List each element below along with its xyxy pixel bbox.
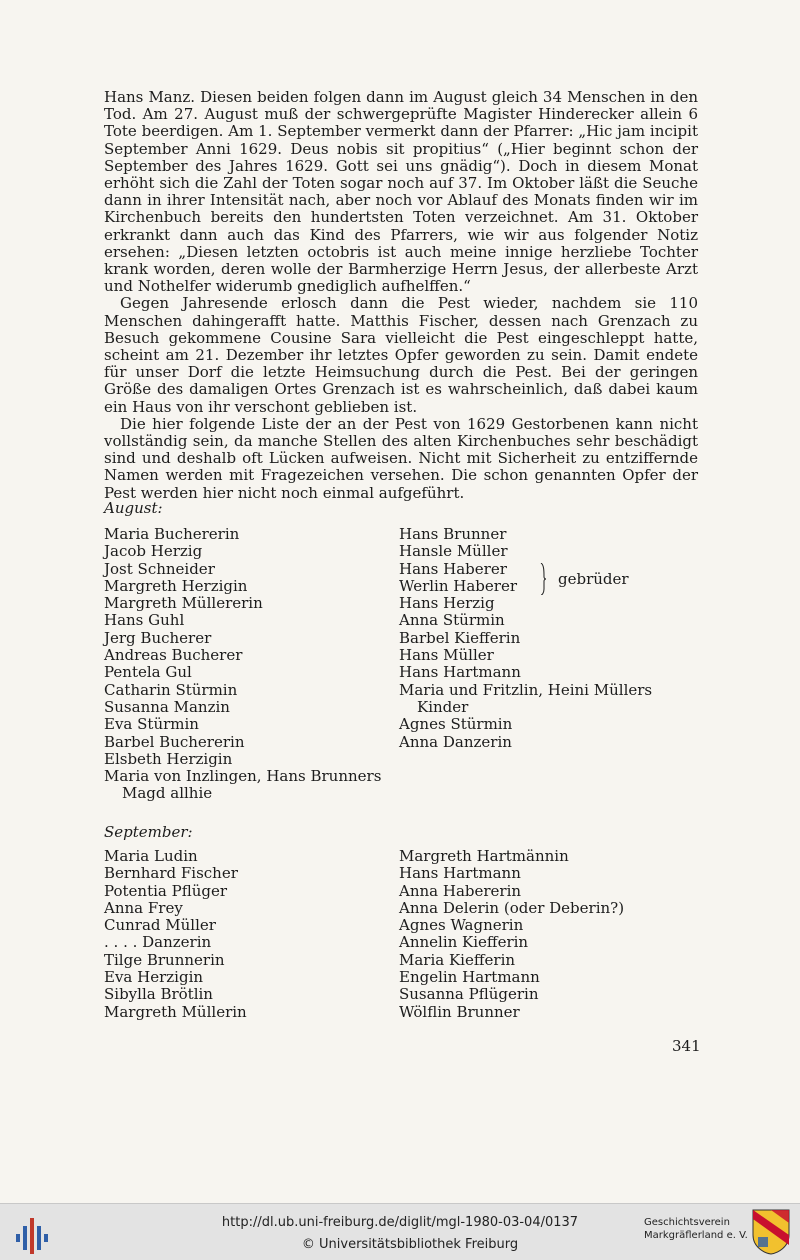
list-item: Jerg Bucherer [104,628,212,647]
list-item: Barbel Buchererin [104,732,245,751]
list-item: Jacob Herzig [104,542,203,561]
list-item: Hans Brunner [399,525,507,543]
society-name [644,1216,748,1242]
list-item: Maria Buchererin [104,525,240,543]
list-item: Maria Kiefferin [399,950,516,969]
copyright-text: © Universitätsbibliothek Freiburg [301,1237,519,1252]
list-item: . . . . Danzerin [104,933,212,952]
list-item: Anna Danzerin [399,732,512,751]
list-item: Potentia Pflüger [104,881,228,900]
list-item: Pentela Gul [104,663,192,682]
list-item: Catharin Stürmin [104,680,238,699]
list-item: Hans Guhl [104,611,185,630]
list-item: Jost Schneider [104,559,215,578]
list-item: Tilge Brunnerin [104,950,225,969]
list-item: Hans Haberer [399,559,507,578]
ub-freiburg-logo-icon [14,1216,50,1256]
list-item: Barbel Kiefferin [399,628,521,647]
september-list-left [104,848,247,1021]
list-item: Cunrad Müller [104,916,216,935]
list-item: Anna Stürmin [399,611,505,630]
list-item-continuation: Magd allhie [122,784,213,803]
list-item: Elsbeth Herzigin [104,749,233,768]
coat-of-arms-icon [752,1209,790,1255]
september-list-right [399,848,624,1021]
list-item: Susanna Manzin [104,697,230,716]
list-item: Sibylla Brötlin [104,985,213,1004]
society-name-line-1: Geschichtsverein [644,1217,730,1228]
list-item: Maria von Inzlingen, Hans Brunners [104,767,382,786]
list-item: Maria Ludin [104,847,198,865]
list-item: Hans Hartmann [399,864,521,883]
list-item: Werlin Haberer [399,576,517,595]
list-item: Margreth Hartmännin [399,847,569,865]
list-item: Eva Stürmin [104,715,199,734]
viewer-footer [0,1203,800,1260]
list-item: Anna Delerin (oder Deberin?) [399,898,625,917]
september-heading: September: [104,823,193,841]
paragraph-1: Hans Manz. Diesen beiden folgen dann im August gleich 34 Menschen in den Tod. Am 27. August muß der schwergeprüfte Magister Hinderecker allein 6 Tote beerdigen. Am 1. September vermerkt dann der Pfarrer: „Hic jam incipit September Anni 1629. Deus nobis sit propitius“ („Hier beginnt schon der September des Jahres 1629. Gott sei uns gnädig“). Doch in diesem Monat erhöht sich die Zahl der Toten sogar noch auf 37. Im Oktober läßt die Seuche dann in ihrer Intensität nach, aber noch vor Ablauf des Monats finden wir im Kirchenbuch bereits den hundertsten Toten verzeichnet. Am 31. Oktober erkrankt dann auch das Kind des Pfarrers, wie wir aus folgender Notiz ersehen: „Diesen letzten octobris ist auch meine innige herzliebe Tochter krank worden, deren wolle der Barmherzige Herrn Jesus, der allerbeste Arzt und Nothelfer widerumb gnediglich aufhelffen.“ [104,88,698,296]
list-item: Annelin Kiefferin [399,933,529,952]
list-item: Margreth Müllerin [104,1002,247,1021]
body-text [104,89,698,502]
august-heading: August: [104,499,163,517]
list-item-continuation: Kinder [417,697,469,716]
list-item: Hans Müller [399,646,494,665]
list-item: Hans Hartmann [399,663,521,682]
list-item: Maria und Fritzlin, Heini Müllers [399,680,653,699]
list-item: Anna Habererin [399,881,522,900]
list-item: Hans Herzig [399,594,495,613]
august-list-right [399,526,652,751]
list-item: Margreth Herzigin [104,576,248,595]
list-item: Anna Frey [104,898,183,917]
list-item: Wölflin Brunner [399,1002,520,1021]
brace-label: gebrüder [558,570,629,588]
paragraph-3: Die hier folgende Liste der an der Pest von 1629 Gestorbenen kann nicht vollständig sein, da manche Stellen des alten Kirchenbuches sehr beschädigt sind und deshalb oft Lücken aufweisen. Nicht mit Sicherheit zu entziffernde Namen werden mit Fragezeichen versehen. Die schon genannten Opfer der Pest werden hier nicht noch einmal aufgeführt. [104,414,698,502]
list-item: Andreas Bucherer [104,646,243,665]
brace-icon [540,563,546,595]
list-item: Margreth Müllererin [104,594,263,613]
society-name-line-2: Markgräflerland e. V. [644,1230,748,1241]
list-item: Agnes Stürmin [399,715,513,734]
list-item: Engelin Hartmann [399,968,540,987]
permalink-url[interactable]: http://dl.ub.uni-freiburg.de/diglit/mgl-1980-03-04/0137 [221,1215,579,1230]
list-item: Bernhard Fischer [104,864,238,883]
list-item: Agnes Wagnerin [399,916,524,935]
list-item: Hansle Müller [399,542,508,561]
page-number: 341 [672,1037,701,1055]
list-item: Susanna Pflügerin [399,985,539,1004]
list-item: Eva Herzigin [104,968,204,987]
august-list-left [104,526,381,803]
paragraph-2: Gegen Jahresende erlosch dann die Pest wieder, nachdem sie 110 Menschen dahingerafft hatte. Matthis Fischer, dessen nach Grenzach zu Besuch gekommene Cousine Sara vielleicht die Pest eingeschleppt hatte, scheint am 21. Dezember ihr letztes Opfer geworden zu sein. Damit endete für unser Dorf die letzte Heimsuchung durch die Pest. Bei der geringen Größe des damaligen Ortes Grenzach ist es wahrscheinlich, daß dabei kaum ein Haus von ihr verschont geblieben ist. [104,294,698,416]
